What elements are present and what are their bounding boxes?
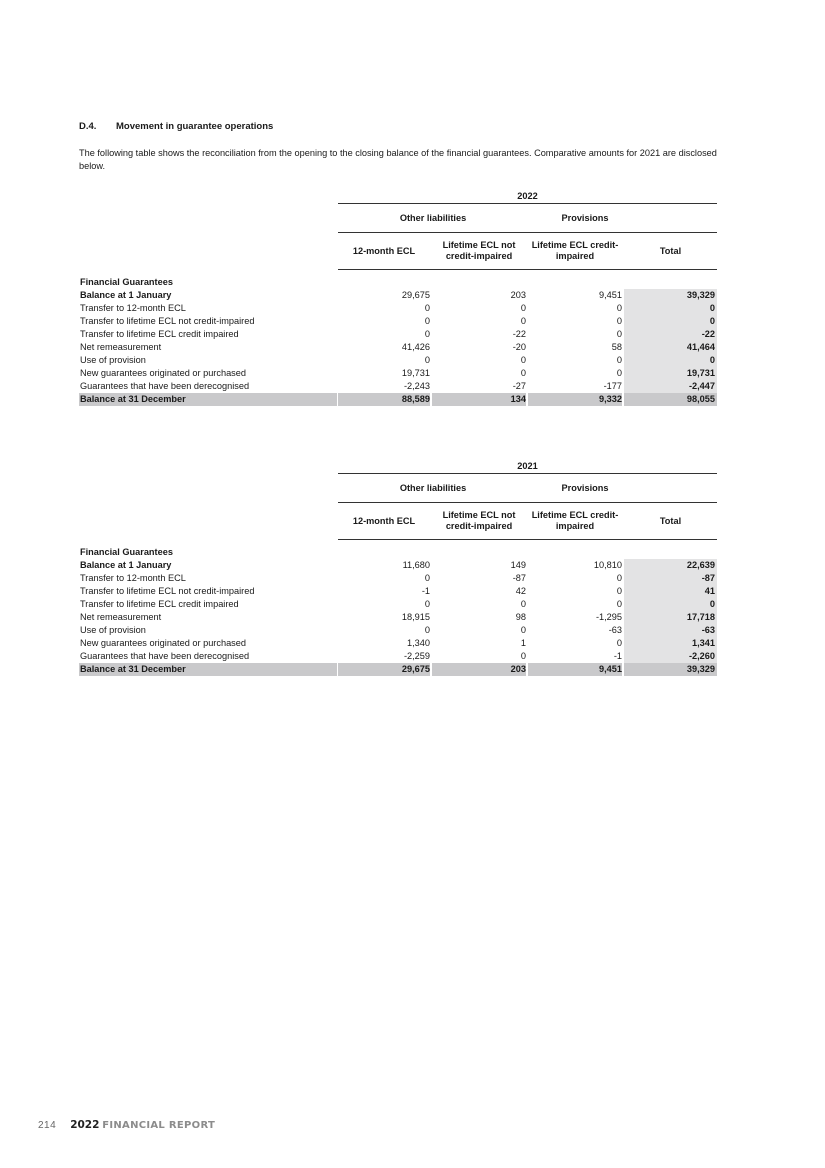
group-other-liabilities: Other liabilities <box>399 483 467 493</box>
cell-total: 98,055 <box>624 393 717 406</box>
cell-total: 41,464 <box>624 341 717 354</box>
column-header: Lifetime ECL not credit-impaired <box>442 240 516 261</box>
cell-lifetime-impaired: 9,451 <box>528 663 622 676</box>
cell-total: 0 <box>624 354 717 367</box>
cell-12-month-ecl: 18,915 <box>401 612 430 622</box>
column-header: 12-month ECL <box>352 245 416 256</box>
cell-lifetime-not-impaired: 134 <box>432 393 526 406</box>
cell-lifetime-impaired: 58 <box>611 342 622 352</box>
table-row <box>79 289 717 302</box>
page-number: 214 <box>38 1120 57 1131</box>
row-label: Balance at 31 December <box>79 663 337 676</box>
guarantee-table-2021 <box>79 460 717 682</box>
column-header-row <box>338 233 717 270</box>
table-row <box>79 315 717 328</box>
row-label: Transfer to 12-month ECL <box>80 573 186 583</box>
table-row <box>79 559 717 572</box>
table-year: 2022 <box>338 190 717 204</box>
cell-12-month-ecl: 41,426 <box>401 342 430 352</box>
table-row <box>79 546 717 559</box>
row-label: New guarantees originated or purchased <box>80 368 246 378</box>
row-label: Transfer to 12-month ECL <box>80 303 186 313</box>
row-label: Balance at 1 January <box>80 560 172 570</box>
cell-12-month-ecl: 0 <box>424 316 430 326</box>
column-header: 12-month ECL <box>352 515 416 526</box>
cell-lifetime-not-impaired: 149 <box>510 560 526 570</box>
row-label: Use of provision <box>80 355 146 365</box>
cell-lifetime-not-impaired: 0 <box>520 355 526 365</box>
report-year: 2022 <box>70 1119 100 1131</box>
cell-total: 0 <box>624 598 717 611</box>
page-footer <box>38 1119 215 1131</box>
cell-lifetime-not-impaired: -27 <box>512 381 526 391</box>
cell-total: 19,731 <box>624 367 717 380</box>
cell-total: 39,329 <box>624 663 717 676</box>
table-row <box>79 341 717 354</box>
cell-lifetime-not-impaired: -87 <box>512 573 526 583</box>
cell-lifetime-not-impaired: 0 <box>520 625 526 635</box>
cell-12-month-ecl: -2,243 <box>403 381 430 391</box>
row-label: Financial Guarantees <box>80 277 173 287</box>
row-label: Net remeasurement <box>80 342 162 352</box>
report-title: FINANCIAL REPORT <box>102 1120 216 1131</box>
group-provisions: Provisions <box>561 483 609 493</box>
table-row <box>79 380 717 393</box>
section-title: Movement in guarantee operations <box>116 121 274 132</box>
table-year: 2021 <box>338 460 717 474</box>
cell-total: 41 <box>624 585 717 598</box>
section-heading <box>79 121 273 132</box>
cell-lifetime-impaired: 0 <box>616 638 622 648</box>
cell-12-month-ecl: -2,259 <box>403 651 430 661</box>
cell-12-month-ecl: 0 <box>424 599 430 609</box>
column-header: Total <box>659 515 682 526</box>
cell-lifetime-not-impaired: 203 <box>510 290 526 300</box>
table-row <box>79 637 717 650</box>
table-body <box>79 276 717 406</box>
cell-lifetime-impaired: -63 <box>608 625 622 635</box>
cell-total: -87 <box>624 572 717 585</box>
row-label: Balance at 31 December <box>79 393 337 406</box>
cell-lifetime-impaired: -1 <box>613 651 622 661</box>
cell-12-month-ecl: 0 <box>424 329 430 339</box>
cell-lifetime-not-impaired: -20 <box>512 342 526 352</box>
cell-lifetime-not-impaired: 0 <box>520 651 526 661</box>
column-group-header <box>338 204 717 233</box>
cell-12-month-ecl: 0 <box>424 355 430 365</box>
cell-lifetime-not-impaired: 203 <box>432 663 526 676</box>
cell-lifetime-impaired: 9,451 <box>599 290 622 300</box>
row-label: New guarantees originated or purchased <box>80 638 246 648</box>
row-label: Transfer to lifetime ECL not credit-impaired <box>80 586 255 596</box>
cell-lifetime-not-impaired: 0 <box>520 316 526 326</box>
cell-total: 1,341 <box>624 637 717 650</box>
table-row <box>79 611 717 624</box>
cell-12-month-ecl: 1,340 <box>407 638 430 648</box>
table-row <box>79 624 717 637</box>
group-provisions: Provisions <box>561 213 609 223</box>
cell-lifetime-impaired: -177 <box>603 381 622 391</box>
column-group-header <box>338 474 717 503</box>
row-label: Use of provision <box>80 625 146 635</box>
cell-lifetime-impaired: 0 <box>616 573 622 583</box>
cell-total: 17,718 <box>624 611 717 624</box>
cell-lifetime-not-impaired: 0 <box>520 303 526 313</box>
row-label: Balance at 1 January <box>80 290 172 300</box>
cell-12-month-ecl: -1 <box>421 586 430 596</box>
cell-lifetime-impaired: 0 <box>616 329 622 339</box>
column-header: Lifetime ECL credit-impaired <box>531 510 619 531</box>
guarantee-table-2022 <box>79 190 717 412</box>
cell-12-month-ecl: 88,589 <box>338 393 430 406</box>
cell-lifetime-impaired: 0 <box>616 316 622 326</box>
table-row <box>79 328 717 341</box>
cell-12-month-ecl: 29,675 <box>401 290 430 300</box>
cell-total: -2,447 <box>624 380 717 393</box>
section-number: D.4. <box>79 121 97 132</box>
table-row <box>79 650 717 663</box>
row-label: Transfer to lifetime ECL credit impaired <box>80 329 239 339</box>
cell-12-month-ecl: 29,675 <box>338 663 430 676</box>
row-label: Guarantees that have been derecognised <box>80 381 250 391</box>
table-body <box>79 546 717 676</box>
column-header: Total <box>659 245 682 256</box>
cell-lifetime-impaired: 0 <box>616 586 622 596</box>
table-total-row <box>79 393 717 406</box>
row-label: Transfer to lifetime ECL not credit-impaired <box>80 316 255 326</box>
table-row <box>79 585 717 598</box>
cell-lifetime-impaired: 9,332 <box>528 393 622 406</box>
cell-lifetime-not-impaired: 1 <box>520 638 526 648</box>
cell-lifetime-impaired: 0 <box>616 599 622 609</box>
table-total-row <box>79 663 717 676</box>
column-header-row <box>338 503 717 540</box>
cell-lifetime-not-impaired: 98 <box>515 612 526 622</box>
cell-12-month-ecl: 0 <box>424 625 430 635</box>
cell-lifetime-impaired: 0 <box>616 368 622 378</box>
cell-total: 0 <box>624 315 717 328</box>
cell-12-month-ecl: 11,680 <box>402 560 430 570</box>
cell-12-month-ecl: 19,731 <box>401 368 430 378</box>
cell-lifetime-not-impaired: 42 <box>515 586 526 596</box>
cell-12-month-ecl: 0 <box>424 573 430 583</box>
cell-lifetime-impaired: -1,295 <box>595 612 622 622</box>
table-row <box>79 572 717 585</box>
cell-total: 0 <box>624 302 717 315</box>
row-label: Financial Guarantees <box>80 547 173 557</box>
intro-paragraph: The following table shows the reconciliation from the opening to the closing balance of the financial guarantees. Comparative amounts for 2021 are disclosed below. <box>79 148 717 171</box>
cell-lifetime-impaired: 0 <box>616 355 622 365</box>
cell-lifetime-not-impaired: 0 <box>520 368 526 378</box>
cell-12-month-ecl: 0 <box>424 303 430 313</box>
cell-total: -22 <box>624 328 717 341</box>
column-header: Lifetime ECL credit-impaired <box>531 240 619 261</box>
row-label: Guarantees that have been derecognised <box>80 651 250 661</box>
row-label: Transfer to lifetime ECL credit impaired <box>80 599 239 609</box>
cell-total: 22,639 <box>624 559 717 572</box>
table-row <box>79 354 717 367</box>
table-row <box>79 276 717 289</box>
cell-total: -63 <box>624 624 717 637</box>
table-row <box>79 598 717 611</box>
group-other-liabilities: Other liabilities <box>399 213 467 223</box>
table-row <box>79 302 717 315</box>
cell-lifetime-impaired: 0 <box>616 303 622 313</box>
cell-lifetime-not-impaired: 0 <box>520 599 526 609</box>
cell-lifetime-impaired: 10,810 <box>593 560 622 570</box>
column-header: Lifetime ECL not credit-impaired <box>442 510 516 531</box>
cell-lifetime-not-impaired: -22 <box>512 329 526 339</box>
table-row <box>79 367 717 380</box>
row-label: Net remeasurement <box>80 612 162 622</box>
cell-total: -2,260 <box>624 650 717 663</box>
cell-total: 39,329 <box>624 289 717 302</box>
